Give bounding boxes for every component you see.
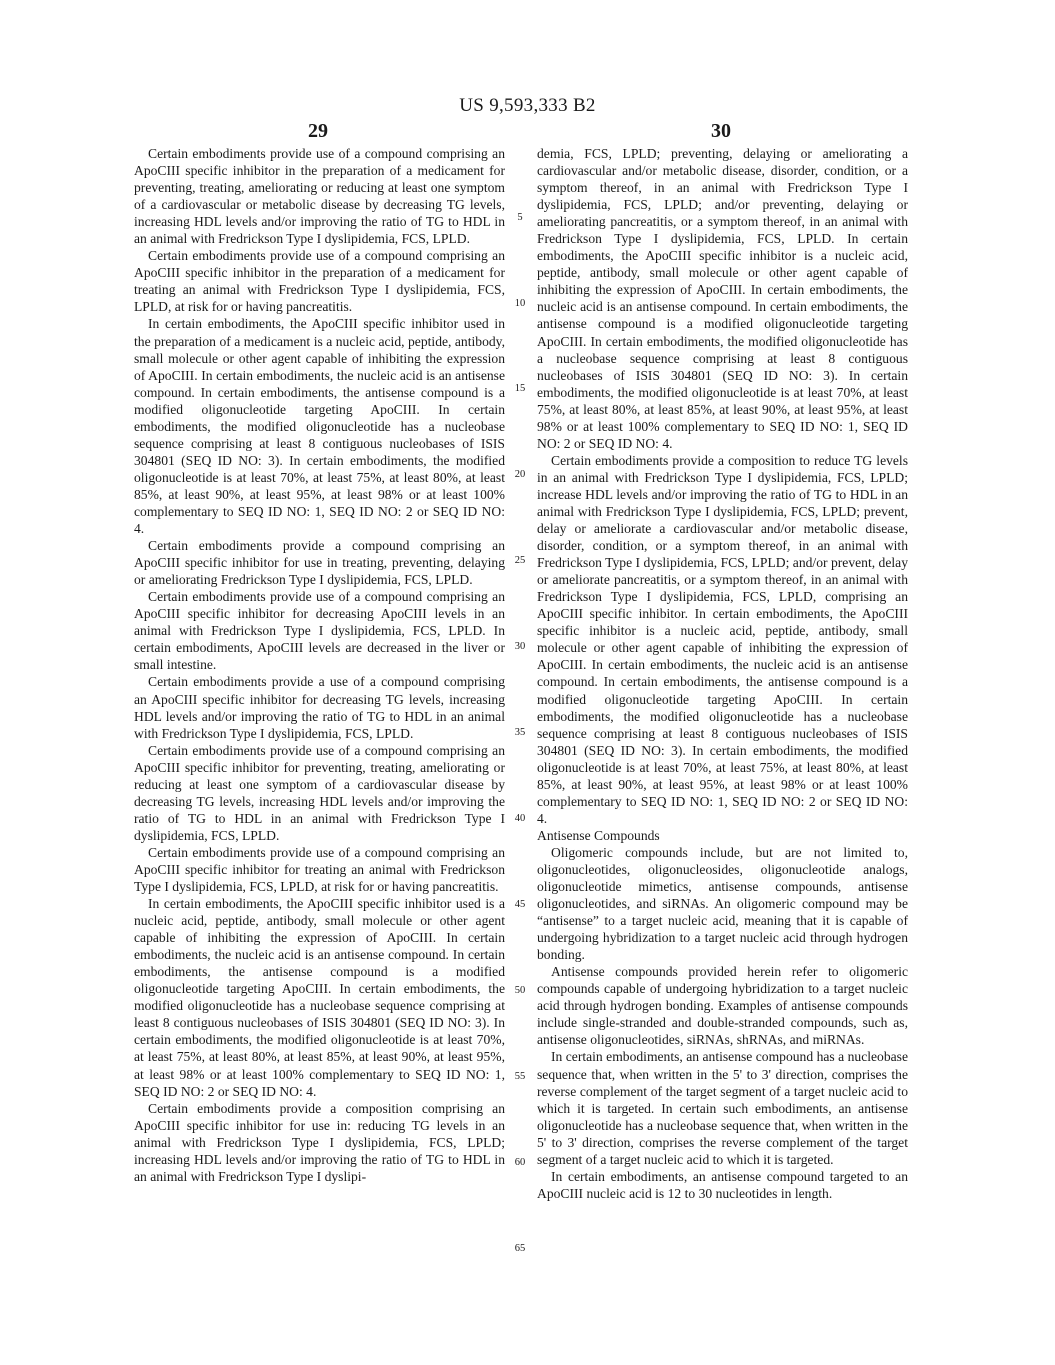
right-column	[537, 145, 908, 1202]
paragraph: Oligomeric compounds include, but are not limited to, oligonucleotides, oligonucleosides, oligonucleotide analogs, oligonucleotide mimetics, antisense compounds, antisense oligonucleotides, and siRNAs. An oligomeric compound may be “antisense” to a target nucleic acid, meaning that it is capable of undergoing hybridization to a target nucleic acid through hydrogen bonding.	[537, 844, 908, 963]
left-column	[134, 145, 505, 1185]
line-number: 50	[514, 985, 526, 996]
paragraph: Certain embodiments provide use of a compound comprising an ApoCIII specific inhibitor for preventing, treating, ameliorating or reducing at least one symptom of a cardiovascular disease by decreasing TG levels, increasing HDL levels and/or improving the ratio of TG to HDL in an animal with Fredrickson Type I dyslipidemia, FCS, LPLD.	[134, 742, 505, 843]
line-number: 25	[514, 555, 526, 566]
paragraph: Certain embodiments provide a composition to reduce TG levels in an animal with Fredrickson Type I dyslipidemia, FCS, LPLD; increase HDL levels and/or improving the ratio of TG to HDL in an animal with Fredrickson Type I dyslipidemia, FCS, LPLD; prevent, delay or ameliorate a cardiovascular and/or metabolic disease, disorder, condition, or a symptom thereof, in an animal with Fredrickson Type I dyslipidemia, FCS, LPLD; and/or prevent, delay or ameliorate pancreatitis, or a symptom thereof, in an animal with Fredrickson Type I dyslipidemia, FCS, LPLD, comprising an ApoCIII specific inhibitor. In certain embodiments, the ApoCIII specific inhibitor is a nucleic acid, peptide, antibody, small molecule or other agent capable of inhibiting the expression of ApoCIII. In certain embodiments, the nucleic acid is an antisense compound. In certain embodiments, the antisense compound is a modified oligonucleotide targeting ApoCIII. In certain embodiments, the modified oligonucleotide has a nucleobase sequence comprising at least 8 contiguous nucleobases of ISIS 304801 (SEQ ID NO: 3). In certain embodiments, the modified oligonucleotide is at least 70%, at least 75%, at least 80%, at least 85%, at least 90%, at least 95%, at least 98% or at least 100% complementary to SEQ ID NO: 1, SEQ ID NO: 2 or SEQ ID NO: 4.	[537, 452, 908, 826]
paragraph: In certain embodiments, the ApoCIII specific inhibitor used in the preparation of a medicament is a nucleic acid, peptide, antibody, small molecule or other agent capable of inhibiting the expression of ApoCIII. In certain embodiments, the nucleic acid is an antisense compound. In certain embodiments, the antisense compound is a modified oligonucleotide targeting ApoCIII. In certain embodiments, the modified oligonucleotide has a nucleobase sequence comprising at least 8 contiguous nucleobases of ISIS 304801 (SEQ ID NO: 3). In certain embodiments, the modified oligonucleotide is at least 70%, at least 75%, at least 80%, at least 85%, at least 90%, at least 95%, at least 98% or at least 100% complementary to SEQ ID NO: 1, SEQ ID NO: 2 or SEQ ID NO: 4.	[134, 316, 505, 537]
line-number: 60	[514, 1157, 526, 1168]
paragraph: Certain embodiments provide use of a compound comprising an ApoCIII specific inhibitor in the preparation of a medicament for treating an animal with Fredrickson Type I dyslipidemia, FCS, LPLD, at risk for or having pancreatitis.	[134, 248, 505, 315]
paragraph: Certain embodiments provide a composition comprising an ApoCIII specific inhibitor for use in: reducing TG levels in an animal with Fredrickson Type I dyslipidemia, FCS, LPLD; increasing HDL levels and/or improving the ratio of TG to HDL in an animal with Fredrickson Type I dyslipi-	[134, 1100, 505, 1184]
right-page-number: 30	[711, 120, 731, 142]
paragraph: Certain embodiments provide a use of a compound comprising an ApoCIII specific inhibitor for decreasing TG levels, increasing HDL levels and/or improving the ratio of TG to HDL in an animal with Fredrickson Type I dyslipidemia, FCS, LPLD.	[134, 674, 505, 741]
patent-number: US 9,593,333 B2	[459, 95, 596, 116]
paragraph: In certain embodiments, the ApoCIII specific inhibitor used is a nucleic acid, peptide, antibody, small molecule or other agent capable of inhibiting the expression of ApoCIII. In certain embodiments, the nucleic acid is an antisense compound. In certain embodiments, the antisense compound is a modified oligonucleotide targeting ApoCIII. In certain embodiments, the modified oligonucleotide has a nucleobase sequence comprising at least 8 contiguous nucleobases of ISIS 304801 (SEQ ID NO: 3). In certain embodiments, the modified oligonucleotide is at least 70%, at least 75%, at least 80%, at least 85%, at least 90%, at least 95%, at least 98% or at least 100% complementary to SEQ ID NO: 1, SEQ ID NO: 2 or SEQ ID NO: 4.	[134, 896, 505, 1099]
section-heading: Antisense Compounds	[537, 827, 660, 843]
left-page-number: 29	[308, 120, 328, 142]
line-number: 30	[514, 641, 526, 652]
paragraph: Certain embodiments provide a compound comprising an ApoCIII specific inhibitor for use in treating, preventing, delaying or ameliorating Fredrickson Type I dyslipidemia, FCS, LPLD.	[134, 538, 505, 588]
line-number: 55	[514, 1071, 526, 1082]
paragraph: Certain embodiments provide use of a compound comprising an ApoCIII specific inhibitor for treating an animal with Fredrickson Type I dyslipidemia, FCS, LPLD, at risk for or having pancreatitis.	[134, 844, 505, 895]
line-number-gutter	[508, 0, 532, 1365]
line-number: 65	[514, 1243, 526, 1254]
line-number: 45	[514, 899, 526, 910]
line-number: 10	[514, 298, 526, 309]
line-number: 5	[517, 212, 523, 223]
paragraph: Antisense compounds provided herein refer to oligomeric compounds capable of undergoing hybridization to a target nucleic acid through hydrogen bonding. Examples of antisense compounds include single-stranded and double-stranded compounds, such as, antisense oligonucleotides, siRNAs, shRNAs, and miRNAs.	[537, 964, 908, 1048]
line-number: 15	[514, 383, 526, 394]
paragraph: Certain embodiments provide use of a compound comprising an ApoCIII specific inhibitor for decreasing ApoCIII levels in an animal with Fredrickson Type I dyslipidemia, FCS, LPLD. In certain embodiments, ApoCIII levels are decreased in the liver or small intestine.	[134, 589, 505, 673]
line-number: 20	[514, 469, 526, 480]
paragraph: In certain embodiments, an antisense compound has a nucleobase sequence that, when written in the 5' to 3' direction, comprises the reverse complement of the target segment of a target nucleic acid to which it is targeted. In certain such embodiments, an antisense oligonucleotide has a nucleobase sequence that, when written in the 5' to 3' direction, comprises the reverse complement of the target segment of a target nucleic acid to which it is targeted.	[537, 1049, 908, 1167]
line-number: 35	[514, 727, 526, 738]
paragraph: In certain embodiments, an antisense compound targeted to an ApoCIII nucleic acid is 12 to 30 nucleotides in length.	[537, 1168, 908, 1201]
line-number: 40	[514, 813, 526, 824]
paragraph: Certain embodiments provide use of a compound comprising an ApoCIII specific inhibitor in the preparation of a medicament for preventing, treating, ameliorating or reducing at least one symptom of a cardiovascular or metabolic disease by decreasing TG levels, increasing HDL levels and/or improving the ratio of TG to HDL in an animal with Fredrickson Type I dyslipidemia, FCS, LPLD.	[134, 146, 505, 247]
paragraph: demia, FCS, LPLD; preventing, delaying or ameliorating a cardiovascular and/or metabolic disease, disorder, condition, or a symptom thereof, in an animal with Fredrickson Type I dyslipidemia, FCS, LPLD; and/or preventing, delaying or ameliorating pancreatitis, or a symptom thereof, in an animal with Fredrickson Type I dyslipidemia, FCS, LPLD. In certain embodiments, the ApoCIII specific inhibitor is a nucleic acid, peptide, antibody, small molecule or other agent capable of inhibiting the expression of ApoCIII. In certain embodiments, the nucleic acid is an antisense compound. In certain embodiments, the antisense compound is a modified oligonucleotide targeting ApoCIII. In certain embodiments, the modified oligonucleotide has a nucleobase sequence comprising at least 8 contiguous nucleobases of ISIS 304801 (SEQ ID NO: 3). In certain embodiments, the modified oligonucleotide is at least 70%, at least 75%, at least 80%, at least 85%, at least 90%, at least 95%, at least 98% or at least 100% complementary to SEQ ID NO: 1, SEQ ID NO: 2 or SEQ ID NO: 4.	[537, 146, 908, 451]
